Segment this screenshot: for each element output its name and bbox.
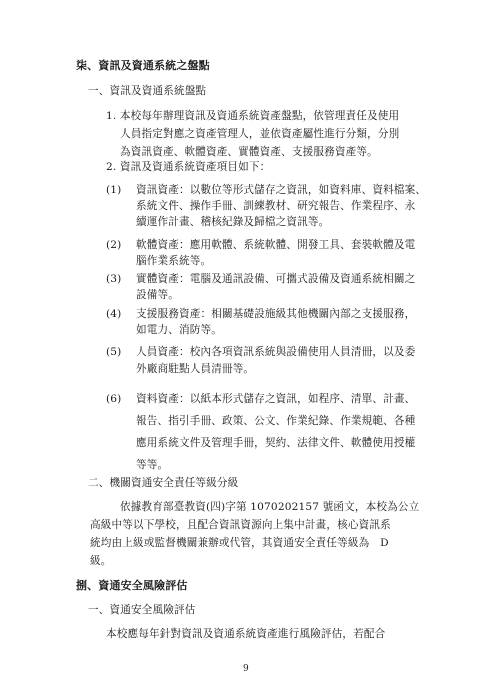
asset-5-line-2: 外廠商駐點人員清冊等。 <box>136 363 255 375</box>
asset-3-line-1: 實體資產：電腦及通訊設備、可攜式設備及資通系統相關之 <box>136 273 416 285</box>
asset-6-line-2: 報告、指引手冊、政策、公文、作業紀錄、作業規範、各種 <box>136 415 416 427</box>
asset-6-line-1: 資料資產：以紙本形式儲存之資訊，如程序、清單、計畫、 <box>136 393 416 405</box>
asset-5-number: (5) <box>106 346 122 358</box>
asset-1-number: (1) <box>106 184 122 196</box>
asset-6-number: (6) <box>106 393 122 405</box>
subsection-2-line-3: 統均由上級或監督機關兼辦或代管，其資通安全責任等級為 D <box>90 537 389 549</box>
asset-6-line-3: 應用系統文件及管理手冊，契約、法律文件、軟體使用授權 <box>136 437 416 449</box>
section-7-heading: 柒、資訊及資通系統之盤點 <box>76 59 210 72</box>
subsection-2-title: 二、機關資通安全責任等級分級 <box>88 477 239 489</box>
asset-1-line-3: 續運作計畫、稽核紀錄及歸檔之資訊等。 <box>136 216 330 228</box>
subsection-2-line-2: 高級中等以下學校，且配合資訊資源向上集中計畫，核心資訊系 <box>90 519 391 531</box>
asset-2-number: (2) <box>106 239 122 251</box>
asset-5-line-1: 人員資產：校內各項資訊系統與設備使用人員清冊，以及委 <box>136 346 416 358</box>
section-8-subsection-1-title: 一、資通安全風險評估 <box>88 604 196 616</box>
asset-1-line-2: 系統文件、操作手冊、訓練教材、研究報告、作業程序、永 <box>136 200 416 212</box>
subsection-1-title: 一、資訊及資通系統盤點 <box>88 85 207 97</box>
asset-3-line-2: 設備等。 <box>136 289 179 301</box>
asset-1-line-1: 資訊資產：以數位等形式儲存之資訊，如資料庫、資料檔案、 <box>136 184 427 196</box>
asset-6-line-4: 等等。 <box>136 459 169 471</box>
page-number: 9 <box>243 664 249 674</box>
item-1-line-1: 1. 本校每年辦理資訊及資通系統資產盤點，依管理責任及使用 <box>106 110 400 122</box>
subsection-2-line-1: 依據教育部臺教資(四)字第 1070202157 號函文，本校為公立 <box>120 501 420 513</box>
asset-4-number: (4) <box>106 308 122 320</box>
asset-2-line-1: 軟體資產：應用軟體、系統軟體、開發工具、套裝軟體及電 <box>136 239 416 251</box>
asset-4-line-2: 如電力、消防等。 <box>136 324 222 336</box>
subsection-2-line-4: 級。 <box>90 555 112 567</box>
asset-2-line-2: 腦作業系統等。 <box>136 255 212 267</box>
item-1-line-2: 人員指定對應之資產管理人，並依資產屬性進行分類，分別 <box>120 128 400 140</box>
section-8-paragraph-line: 本校應每年針對資訊及資通系統資產進行風險評估，若配合 <box>106 628 386 640</box>
asset-4-line-1: 支援服務資產：相關基礎設施級其他機關內部之支援服務， <box>136 308 416 320</box>
asset-3-number: (3) <box>106 273 122 285</box>
section-8-heading: 捌、資通安全風險評估 <box>76 579 188 592</box>
item-1-line-3: 為資訊資產、軟體資產、實體資產、支援服務資產等。 <box>120 146 378 158</box>
item-2-intro: 2. 資訊及資通系統資產項目如下： <box>106 161 271 173</box>
